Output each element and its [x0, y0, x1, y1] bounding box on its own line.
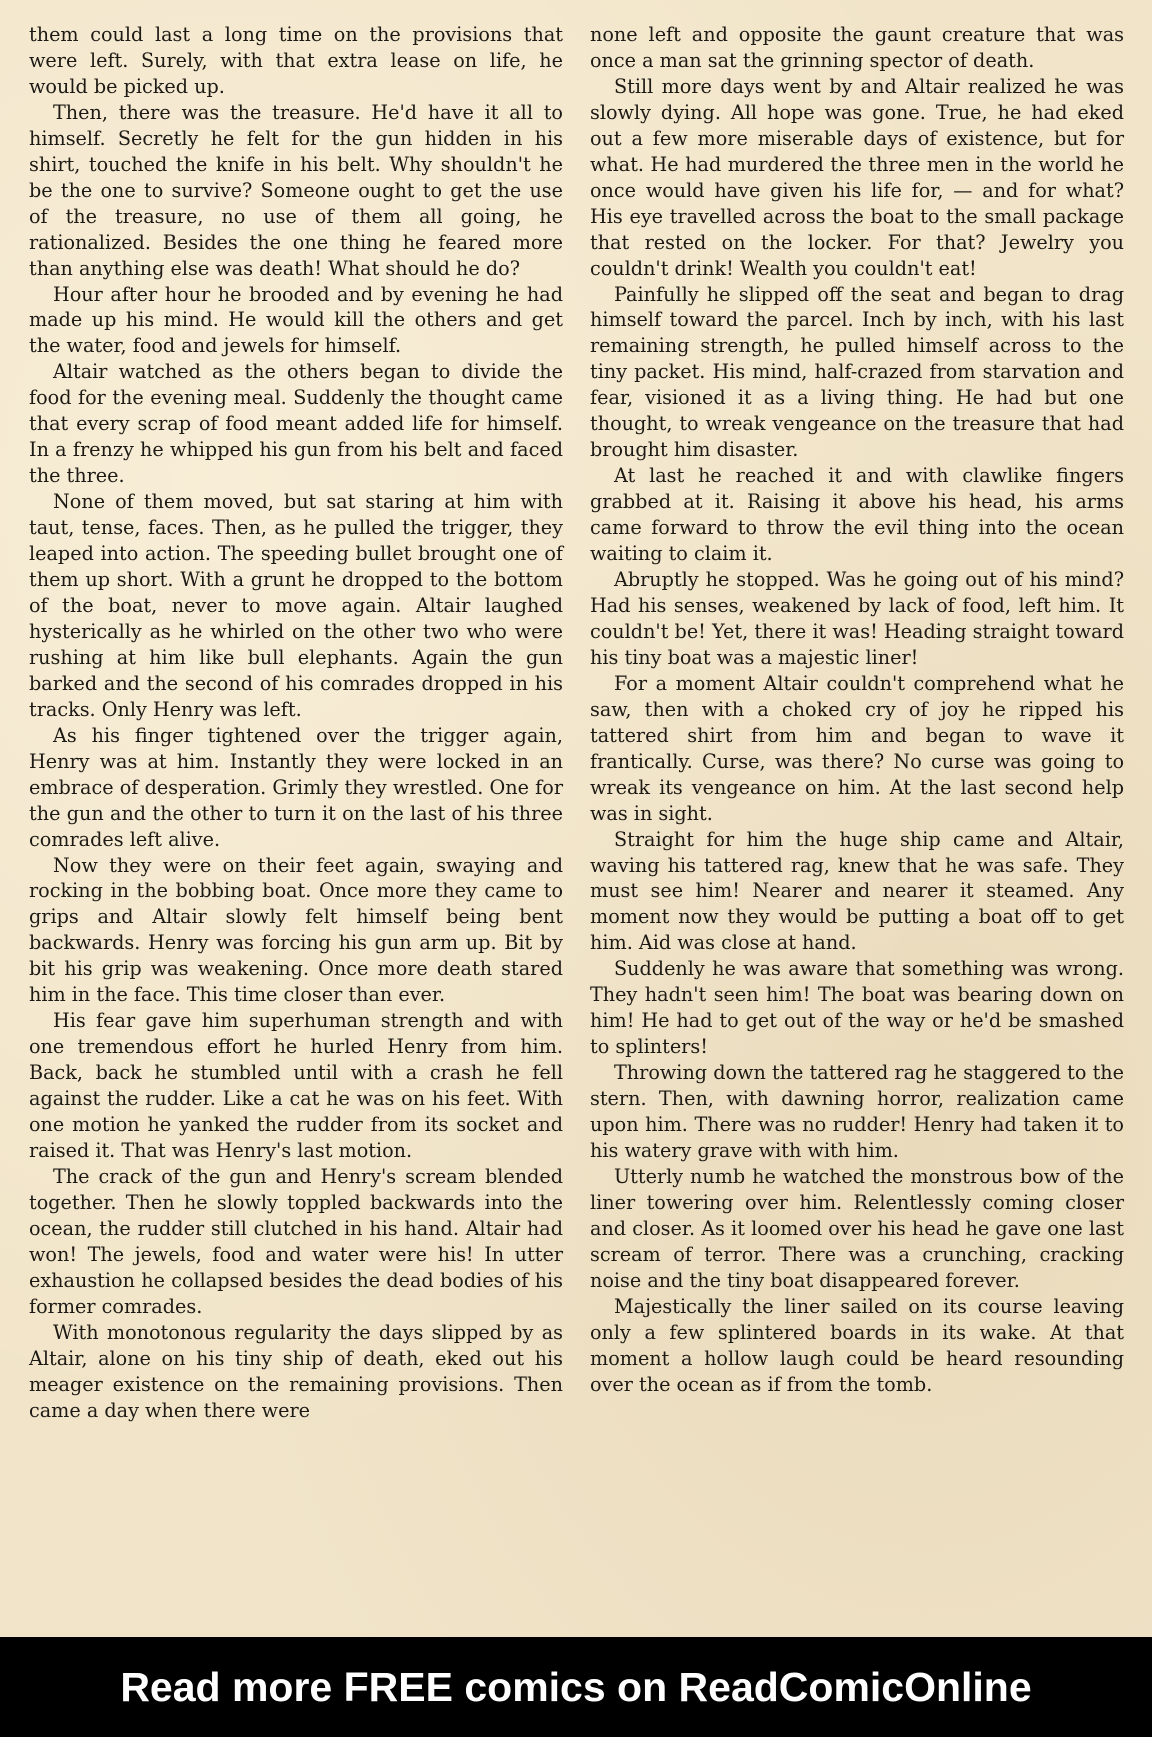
paragraph-continued: them could last a long time on the provisions that were left. Surely, with that extra lease on life, he would be picked up. [29, 23, 563, 98]
paragraph: None of them moved, but sat staring at him with taut, tense, faces. Then, as he pulled the trigger, they leaped into action. The speeding bullet brought one of them up short. With a grunt he dropped to the bottom of the boat, never to move again. Altair laughed hysterically as he whirled on the other two who were rushing at him like bull elephants. Again the gun barked and the second of his comrades dropped in his tracks. Only Henry was left. [29, 490, 563, 721]
right-column [590, 22, 1124, 1398]
paragraph-continued: none left and opposite the gaunt creature that was once a man sat the grinning spector of death. [590, 23, 1124, 72]
paragraph: Then, there was the treasure. He'd have it all to himself. Secretly he felt for the gun hidden in his shirt, touched the knife in his belt. Why shouldn't he be the one to survive? Someone ought to get the use of the treasure, no use of them all going, he rationalized. Besides the one thing he feared more than anything else was death! What should he do? [29, 100, 563, 280]
paragraph: Utterly numb he watched the monstrous bow of the liner towering over him. Relentlessly coming closer and closer. As it loomed over his head he gave one last scream of terror. There was a crunching, cracking noise and the tiny boat disappeared forever. [590, 1164, 1124, 1292]
paragraph: Suddenly he was aware that something was wrong. They hadn't seen him! The boat was bearing down on him! He had to get out of the way or he'd be smashed to splinters! [590, 957, 1124, 1059]
promo-banner[interactable] [0, 1637, 1152, 1737]
paragraph: Painfully he slipped off the seat and began to drag himself toward the parcel. Inch by inch, with his last remaining strength, he pulled himself across to the tiny packet. His mind, half-crazed from starvation and fear, visioned it as a living thing. He had but one thought, to wreak vengeance on the treasure that had brought him disaster. [590, 282, 1124, 462]
paragraph: For a moment Altair couldn't comprehend what he saw, then with a choked cry of joy he ripped his tattered shirt from him and began to wave it frantically. Curse, was there? No curse was going to wreak its vengeance on him. At the last second help was in sight. [590, 671, 1124, 825]
paragraph: As his finger tightened over the trigger again, Henry was at him. Instantly they were locked in an embrace of desperation. Grimly they wrestled. One for the gun and the other to turn it on the last of his three comrades left alive. [29, 723, 563, 851]
paragraph: His fear gave him superhuman strength and with one tremendous effort he hurled Henry from him. Back, back he stumbled until with a crash he fell against the rudder. Like a cat he was on his feet. With one motion he yanked the rudder from its socket and raised it. That was Henry's last motion. [29, 1009, 563, 1162]
left-column [29, 22, 563, 1423]
paragraph: Majestically the liner sailed on its course leaving only a few splintered boards in its wake. At that moment a hollow laugh could be heard resounding over the ocean as if from the tomb. [590, 1294, 1124, 1396]
paragraph: With monotonous regularity the days slipped by as Altair, alone on his tiny ship of death, eked out his meager existence on the remaining provisions. Then came a day when there were [29, 1320, 563, 1422]
paragraph: Abruptly he stopped. Was he going out of his mind? Had his senses, weakened by lack of food, left him. It couldn't be! Yet, there it was! Heading straight toward his tiny boat was a majestic liner! [590, 568, 1124, 669]
paragraph: At last he reached it and with clawlike fingers grabbed at it. Raising it above his head, his arms came forward to throw the evil thing into the ocean waiting to claim it. [590, 464, 1124, 566]
paragraph: Throwing down the tattered rag he staggered to the stern. Then, with dawning horror, realization came upon him. There was no rudder! Henry had taken it to his watery grave with with him. [590, 1061, 1124, 1162]
paragraph: Straight for him the huge ship came and Altair, waving his tattered rag, knew that he was safe. They must see him! Nearer and nearer it steamed. Any moment now they would be putting a boat off to get him. Aid was close at hand. [590, 827, 1124, 955]
paragraph: Still more days went by and Altair realized he was slowly dying. All hope was gone. True, he had eked out a few more miserable days of existence, but for what. He had murdered the three men in the world he once would have given his life for, — and for what? His eye travelled across the boat to the small package that rested on the locker. For that? Jewelry you couldn't drink! Wealth you couldn't eat! [590, 74, 1124, 280]
promo-link[interactable]: Read more FREE comics on ReadComicOnline [120, 1663, 1032, 1710]
paragraph: The crack of the gun and Henry's scream blended together. Then he slowly toppled backwards into the ocean, the rudder still clutched in his hand. Altair had won! The jewels, food and water were his! In utter exhaustion he collapsed besides the dead bodies of his former comrades. [29, 1164, 563, 1318]
paragraph: Altair watched as the others began to divide the food for the evening meal. Suddenly the thought came that every scrap of food meant added life for himself. In a frenzy he whipped his gun from his belt and faced the three. [29, 360, 563, 488]
paragraph: Hour after hour he brooded and by evening he had made up his mind. He would kill the others and get the water, food and jewels for himself. [29, 282, 563, 358]
paragraph: Now they were on their feet again, swaying and rocking in the bobbing boat. Once more they came to grips and Altair slowly felt himself being bent backwards. Henry was forcing his gun arm up. Bit by bit his grip was weakening. Once more death stared him in the face. This time closer than ever. [29, 853, 563, 1007]
